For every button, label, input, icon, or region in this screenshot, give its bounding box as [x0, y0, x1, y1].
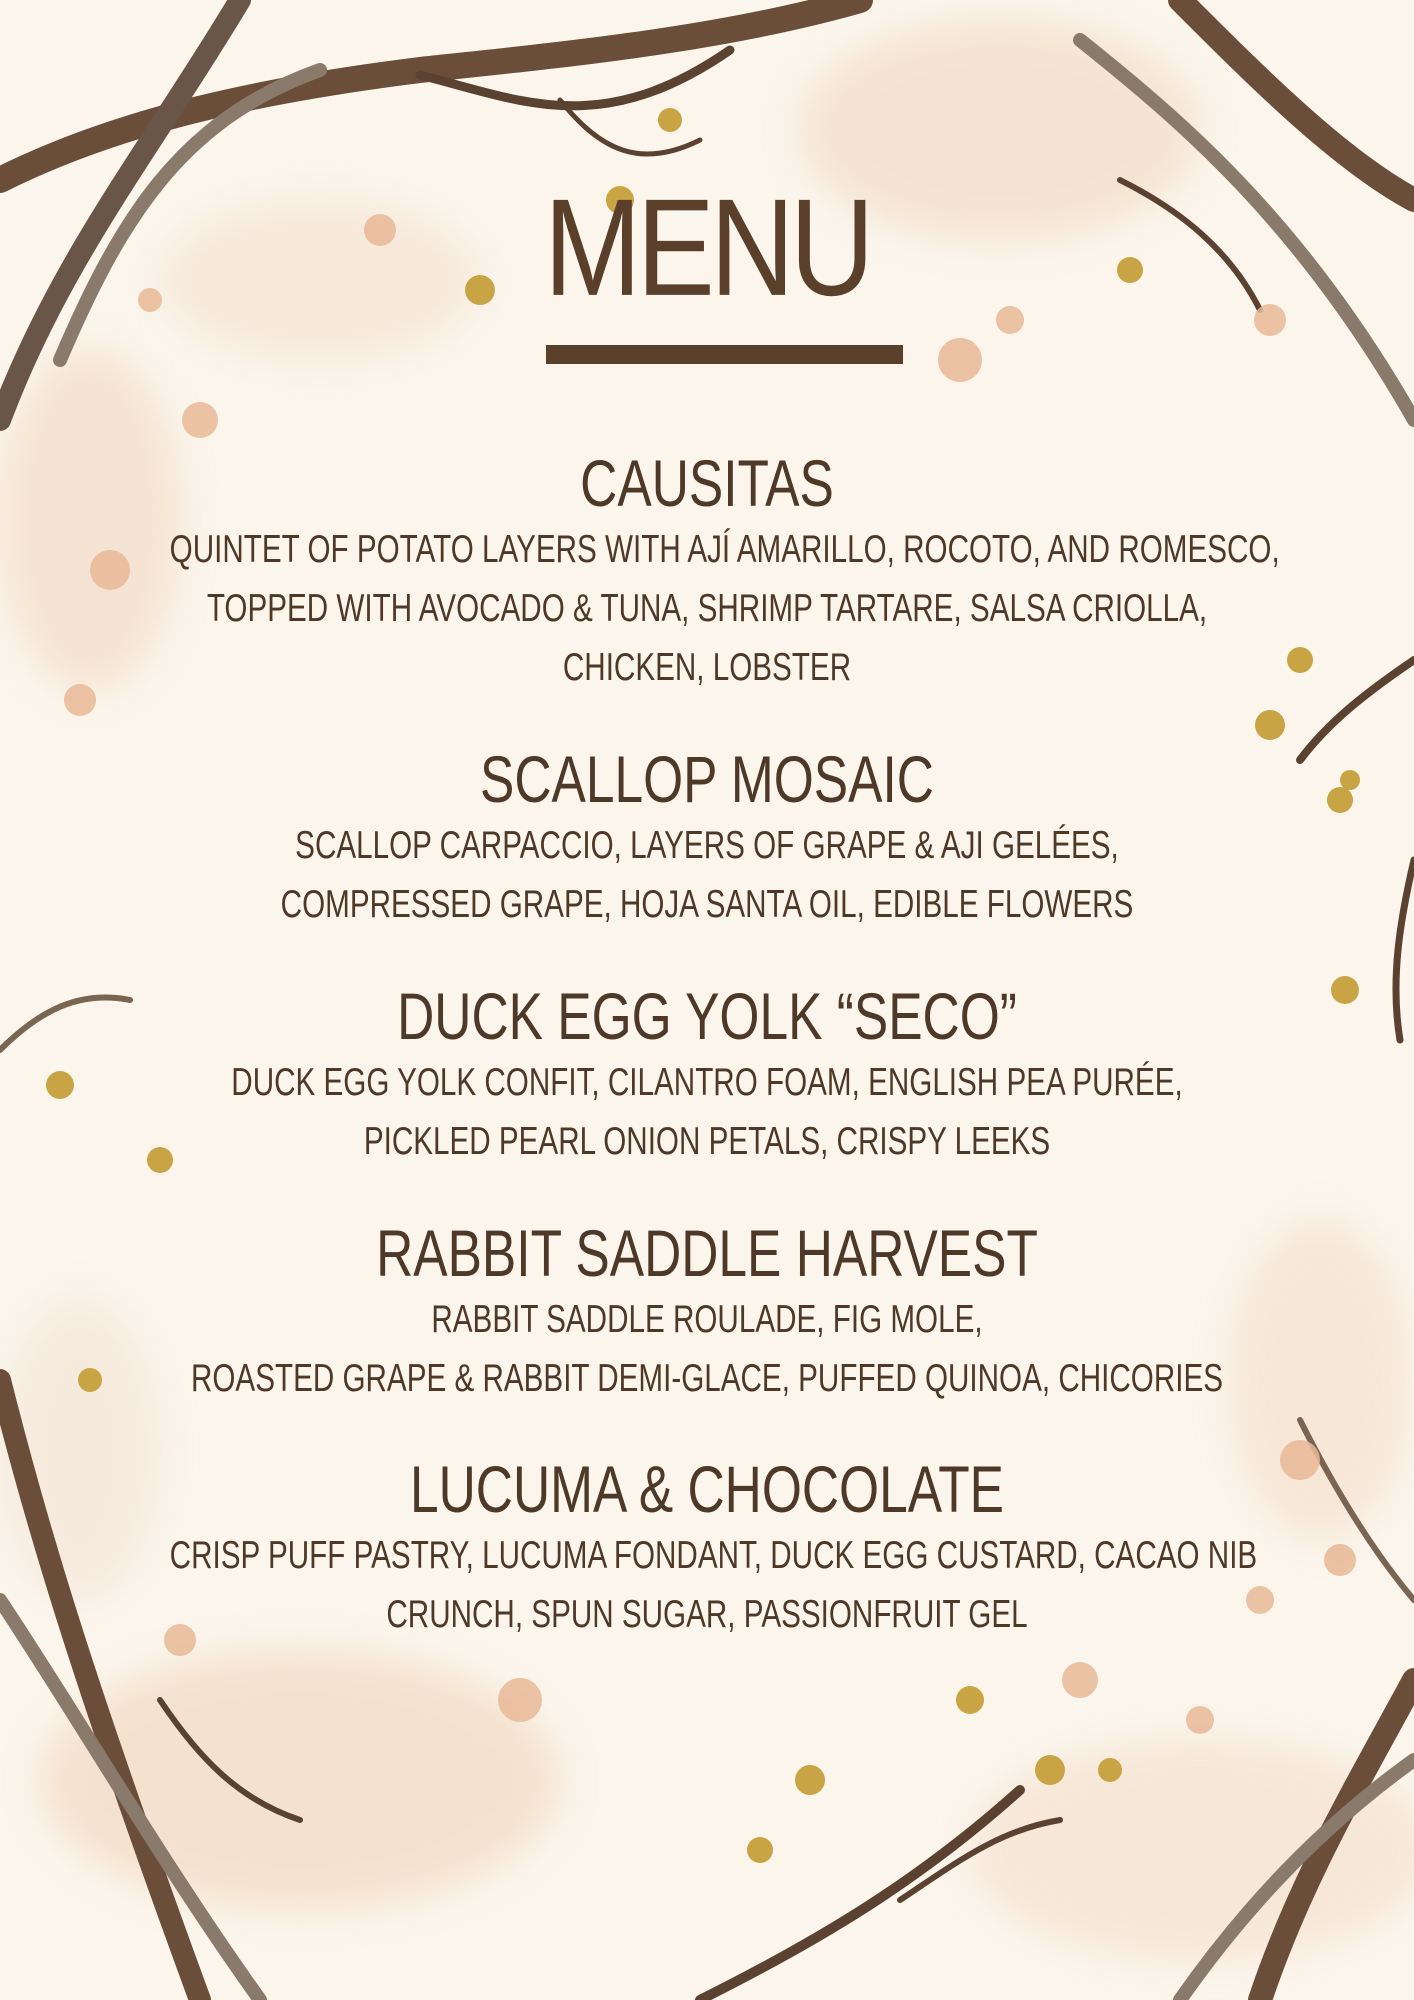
dish-description [170, 1053, 1245, 1171]
description-line: SCALLOP CARPACCIO, LAYERS OF GRAPE & AJI GELÉES, [295, 824, 1119, 867]
description-line: TOPPED WITH AVOCADO & TUNA, SHRIMP TARTARE, SALSA CRIOLLA, [206, 587, 1208, 630]
dish-name: LUCUMA & CHOCOLATE [409, 1452, 1005, 1526]
description-line: CHICKEN, LOBSTER [562, 646, 852, 689]
dish-name: CAUSITAS [580, 446, 834, 520]
description-line: ROASTED GRAPE & RABBIT DEMI-GLACE, PUFFED QUINOA, CHICORIES [190, 1357, 1224, 1400]
description-line: QUINTET OF POTATO LAYERS WITH AJÍ AMARILLO, ROCOTO, AND ROMESCO, [169, 528, 1280, 571]
course-item [0, 446, 1414, 697]
dish-description [169, 1526, 1258, 1644]
dish-description [170, 1290, 1245, 1408]
dish-description [169, 520, 1280, 697]
course-item [0, 979, 1414, 1171]
description-line: CRUNCH, SPUN SUGAR, PASSIONFRUIT GEL [386, 1593, 1028, 1636]
description-line: CRISP PUFF PASTRY, LUCUMA FONDANT, DUCK EGG CUSTARD, CACAO NIB [169, 1534, 1258, 1577]
branch [700, 1790, 1020, 2000]
dish-name: DUCK EGG YOLK “SECO” [397, 979, 1017, 1053]
course-item [0, 742, 1414, 934]
dish-name: SCALLOP MOSAIC [480, 742, 934, 816]
description-line: PICKLED PEARL ONION PETALS, CRISPY LEEKS [363, 1120, 1051, 1163]
course-item [0, 1452, 1414, 1644]
description-line: RABBIT SADDLE ROULADE, FIG MOLE, [431, 1298, 983, 1341]
dish-description [170, 816, 1245, 934]
description-line: DUCK EGG YOLK CONFIT, CILANTRO FOAM, ENGLISH PEA PURÉE, [231, 1061, 1183, 1104]
dish-name: RABBIT SADDLE HARVEST [376, 1216, 1038, 1290]
branch [1180, 0, 1414, 200]
course-item [0, 1216, 1414, 1408]
branch [0, 0, 860, 180]
description-line: COMPRESSED GRAPE, HOJA SANTA OIL, EDIBLE FLOWERS [280, 883, 1134, 926]
menu-title-text: MENU [544, 169, 870, 325]
title-underline [546, 345, 903, 364]
menu-title [0, 169, 1414, 348]
